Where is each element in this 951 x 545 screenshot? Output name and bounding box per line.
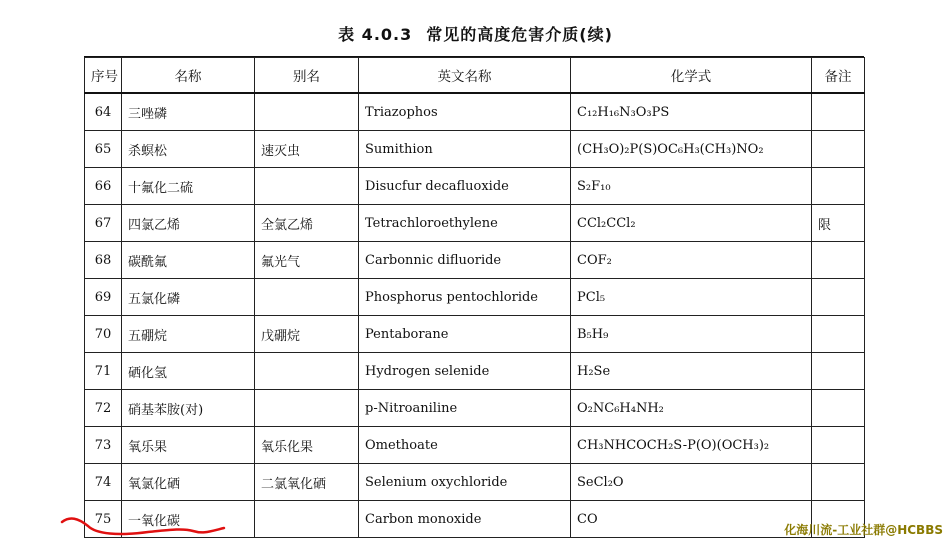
cell-english: p-Nitroaniline <box>359 390 571 427</box>
cell-note <box>812 242 865 279</box>
cell-name: 一氧化碳 <box>122 501 255 538</box>
table-row <box>85 427 865 464</box>
cell-alias: 氧乐化果 <box>255 427 359 464</box>
cell-formula: CO <box>571 501 812 538</box>
cell-name: 硝基苯胺(对) <box>122 390 255 427</box>
cell-note <box>812 279 865 316</box>
cell-no: 69 <box>85 279 122 316</box>
cell-name: 五氯化磷 <box>122 279 255 316</box>
table-row <box>85 390 865 427</box>
cell-english: Triazophos <box>359 93 571 131</box>
cell-english: Tetrachloroethylene <box>359 205 571 242</box>
header-alias: 别名 <box>255 58 359 94</box>
header-english: 英文名称 <box>359 58 571 94</box>
cell-english: Disucfur decafluoxide <box>359 168 571 205</box>
cell-no: 68 <box>85 242 122 279</box>
cell-alias: 全氯乙烯 <box>255 205 359 242</box>
header-row <box>85 58 865 94</box>
cell-name: 杀螟松 <box>122 131 255 168</box>
table-row <box>85 353 865 390</box>
cell-name: 四氯乙烯 <box>122 205 255 242</box>
cell-no: 71 <box>85 353 122 390</box>
cell-no: 66 <box>85 168 122 205</box>
cell-no: 64 <box>85 93 122 131</box>
cell-english: Hydrogen selenide <box>359 353 571 390</box>
hazard-media-table <box>84 57 865 538</box>
cell-english: Carbonnic difluoride <box>359 242 571 279</box>
table-row <box>85 131 865 168</box>
table-row <box>85 316 865 353</box>
cell-english: Omethoate <box>359 427 571 464</box>
cell-formula: PCl₅ <box>571 279 812 316</box>
cell-alias <box>255 353 359 390</box>
cell-note: 限 <box>812 205 865 242</box>
table-row <box>85 279 865 316</box>
cell-english: Sumithion <box>359 131 571 168</box>
table-caption: 常见的高度危害介质(续) <box>426 25 613 44</box>
cell-no: 70 <box>85 316 122 353</box>
cell-name: 氧乐果 <box>122 427 255 464</box>
cell-note <box>812 427 865 464</box>
cell-alias <box>255 390 359 427</box>
cell-alias <box>255 168 359 205</box>
header-no: 序号 <box>85 58 122 94</box>
cell-alias: 二氯氧化硒 <box>255 464 359 501</box>
cell-formula: (CH₃O)₂P(S)OC₆H₃(CH₃)NO₂ <box>571 131 812 168</box>
table-row <box>85 205 865 242</box>
cell-alias <box>255 501 359 538</box>
cell-name: 氧氯化硒 <box>122 464 255 501</box>
red-underline-annotation <box>58 512 228 540</box>
cell-formula: C₁₂H₁₆N₃O₃PS <box>571 93 812 131</box>
cell-english: Phosphorus pentochloride <box>359 279 571 316</box>
cell-alias: 戊硼烷 <box>255 316 359 353</box>
cell-no: 74 <box>85 464 122 501</box>
cell-formula: COF₂ <box>571 242 812 279</box>
cell-name: 五硼烷 <box>122 316 255 353</box>
cell-note <box>812 93 865 131</box>
header-note: 备注 <box>812 58 865 94</box>
cell-note <box>812 131 865 168</box>
cell-name: 三唑磷 <box>122 93 255 131</box>
table-title <box>0 22 951 45</box>
cell-alias <box>255 279 359 316</box>
cell-no: 73 <box>85 427 122 464</box>
table-row <box>85 168 865 205</box>
cell-alias: 氟光气 <box>255 242 359 279</box>
cell-no: 75 <box>85 501 122 538</box>
cell-no: 72 <box>85 390 122 427</box>
cell-name: 硒化氢 <box>122 353 255 390</box>
cell-formula: B₅H₉ <box>571 316 812 353</box>
cell-alias: 速灭虫 <box>255 131 359 168</box>
cell-formula: H₂Se <box>571 353 812 390</box>
cell-formula: S₂F₁₀ <box>571 168 812 205</box>
cell-no: 65 <box>85 131 122 168</box>
cell-english: Selenium oxychloride <box>359 464 571 501</box>
cell-note <box>812 353 865 390</box>
cell-english: Carbon monoxide <box>359 501 571 538</box>
cell-alias <box>255 93 359 131</box>
header-name: 名称 <box>122 58 255 94</box>
cell-note <box>812 390 865 427</box>
table-number: 表 4.0.3 <box>338 25 413 44</box>
watermark: 化海川流-工业社群@HCBBS <box>784 523 943 537</box>
header-formula: 化学式 <box>571 58 812 94</box>
cell-formula: CCl₂CCl₂ <box>571 205 812 242</box>
cell-name: 碳酰氟 <box>122 242 255 279</box>
cell-name: 十氟化二硫 <box>122 168 255 205</box>
table-row <box>85 464 865 501</box>
table-row <box>85 242 865 279</box>
cell-note <box>812 316 865 353</box>
cell-formula: CH₃NHCOCH₂S-P(O)(OCH₃)₂ <box>571 427 812 464</box>
cell-formula: SeCl₂O <box>571 464 812 501</box>
cell-english: Pentaborane <box>359 316 571 353</box>
cell-note <box>812 464 865 501</box>
cell-no: 67 <box>85 205 122 242</box>
cell-note <box>812 168 865 205</box>
table-row <box>85 93 865 131</box>
cell-formula: O₂NC₆H₄NH₂ <box>571 390 812 427</box>
